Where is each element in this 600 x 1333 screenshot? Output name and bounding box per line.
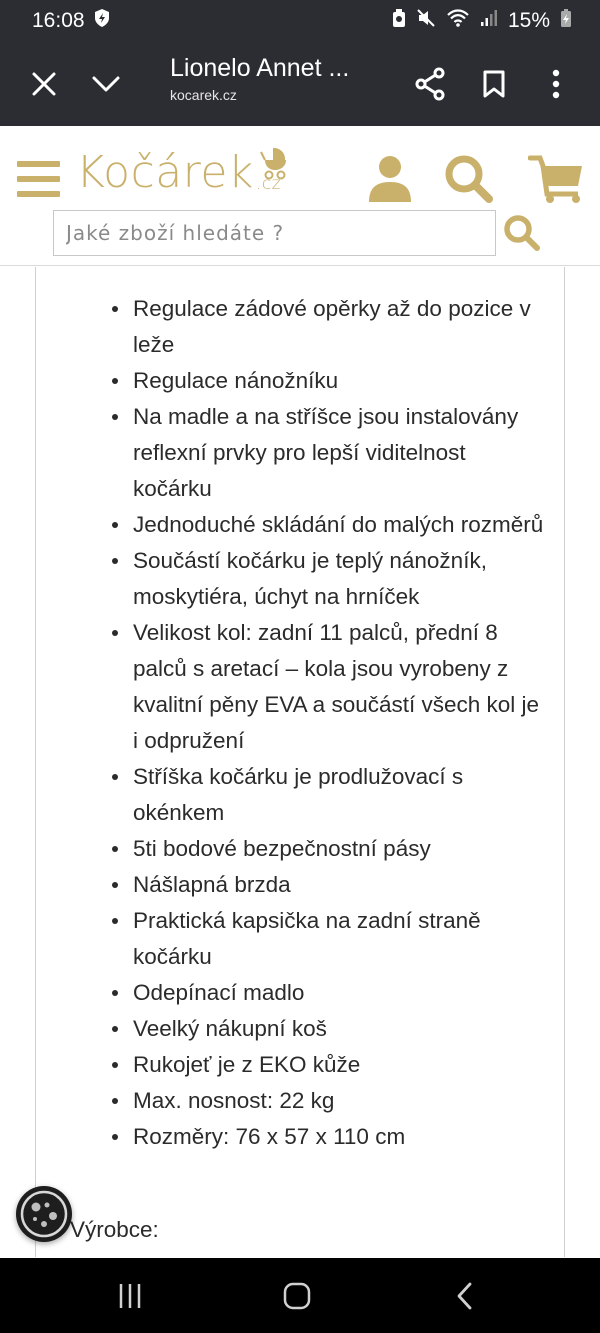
list-item: Regulace zádové opěrky až do pozice v leže: [36, 291, 566, 363]
account-button[interactable]: [366, 154, 416, 204]
stroller-logo-icon: [259, 146, 289, 182]
share-icon: [414, 67, 446, 101]
close-tab-button[interactable]: [22, 62, 66, 106]
menu-button[interactable]: [17, 161, 60, 197]
status-bar: [0, 0, 600, 42]
mute-icon: [416, 8, 436, 34]
list-item: Jednoduché skládání do malých rozměrů: [36, 507, 566, 543]
close-icon: [31, 71, 57, 97]
recents-icon: [115, 1282, 145, 1310]
collapse-button[interactable]: [84, 62, 128, 106]
cart-icon: [528, 154, 584, 204]
list-item: Rozměry: 76 x 57 x 110 cm: [36, 1119, 566, 1155]
share-button[interactable]: [408, 62, 452, 106]
browser-toolbar: [0, 42, 600, 126]
search-icon: [444, 154, 494, 204]
list-item: Rukojeť je z EKO kůže: [36, 1047, 566, 1083]
battery-charging-icon: [560, 8, 572, 34]
home-icon: [282, 1281, 312, 1311]
signal-icon: [480, 8, 498, 34]
more-options-button[interactable]: [534, 62, 578, 106]
cart-button[interactable]: [528, 154, 584, 204]
lock-app-icon: [392, 8, 406, 34]
list-item: Součástí kočárku je teplý nánožník, moskytiéra, úchyt na hrníček: [36, 543, 566, 615]
product-description: [35, 267, 565, 1257]
hamburger-icon: [17, 161, 60, 167]
list-item: Praktická kapsička na zadní straně kočárku: [36, 903, 566, 975]
search-input[interactable]: [53, 210, 496, 256]
logo-text: Kočárek: [76, 147, 254, 198]
back-icon: [454, 1281, 476, 1311]
feature-list: [36, 291, 566, 1155]
chevron-down-icon: [91, 74, 121, 94]
list-item: Regulace nánožníku: [36, 363, 566, 399]
list-item: Max. nosnost: 22 kg: [36, 1083, 566, 1119]
list-item: Na madle a na stříšce jsou instalovány reflexní prvky pro lepší viditelnost kočárku: [36, 399, 566, 507]
cookie-icon: [19, 1189, 69, 1239]
list-item: Nášlapná brzda: [36, 867, 566, 903]
page-domain: kocarek.cz: [170, 87, 237, 103]
browser-chrome: [0, 0, 600, 126]
list-item: Velikost kol: zadní 11 palců, přední 8 palců s aretací – kola jsou vyrobeny z kvalitní pěny EVA a součástí všech kol je i odpružení: [36, 615, 566, 759]
list-item: Odepínací madlo: [36, 975, 566, 1011]
more-vertical-icon: [551, 69, 561, 99]
manufacturer-label: Výrobce:: [70, 1217, 159, 1242]
site-logo[interactable]: [76, 146, 289, 198]
list-item: 5ti bodové bezpečnostní pásy: [36, 831, 566, 867]
battery-percent: 15%: [507, 9, 550, 32]
home-button[interactable]: [277, 1276, 317, 1316]
logo-suffix: .cz: [255, 174, 282, 194]
cookie-settings-button[interactable]: [16, 1186, 72, 1242]
wifi-icon: [446, 8, 470, 34]
page-title-area[interactable]: [170, 54, 349, 103]
list-item: Veelký nákupní koš: [36, 1011, 566, 1047]
search-submit-button[interactable]: [503, 214, 541, 252]
recent-apps-button[interactable]: [110, 1276, 150, 1316]
back-button[interactable]: [445, 1276, 485, 1316]
clock: 16:08: [32, 9, 85, 32]
shield-bolt-icon: [93, 8, 111, 34]
user-icon: [366, 154, 414, 204]
system-nav-bar: [0, 1258, 600, 1333]
bookmark-button[interactable]: [472, 62, 516, 106]
bookmark-icon: [482, 69, 506, 99]
search-icon: [503, 214, 541, 252]
list-item: Stříška kočárku je prodlužovací s okénkem: [36, 759, 566, 831]
search-bar: [53, 210, 496, 256]
header-search-button[interactable]: [444, 154, 494, 204]
page-title: Lionelo Annet ...: [170, 54, 350, 82]
site-header: [0, 126, 600, 266]
